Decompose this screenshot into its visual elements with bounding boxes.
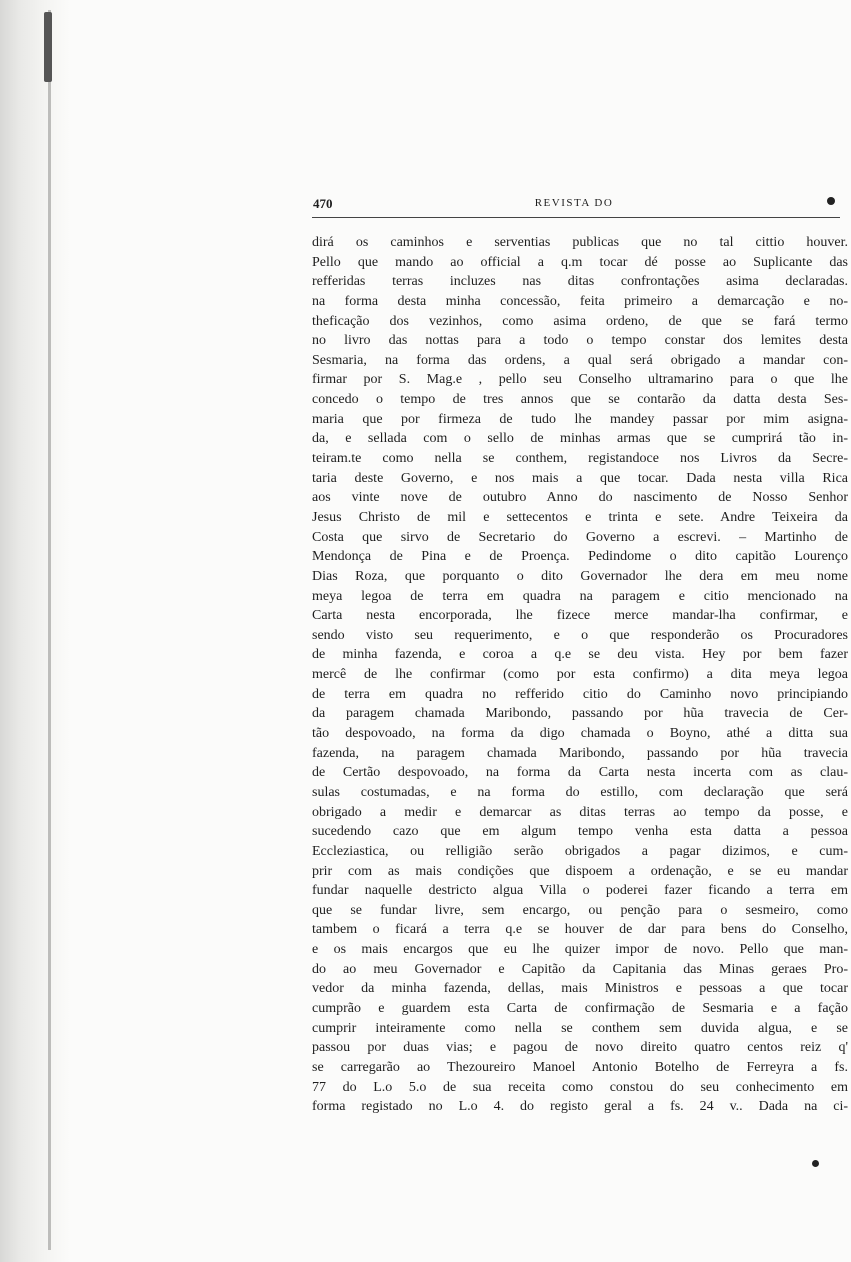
- text-line: tambem o ficará a terra q.e se houver de dar para bens do Conselho,: [312, 922, 848, 938]
- text-line: de terra em quadra no refferido citio do Caminho novo principiando: [312, 686, 848, 702]
- text-line: cumprão e guardem esta Carta de confirmação de Sesmaria e a fação: [312, 1000, 848, 1016]
- text-line: theficação dos vezinhos, como asima ordeno, de que se fará termo: [312, 313, 848, 329]
- page-number: 470: [313, 196, 333, 211]
- text-line: da paragem chamada Maribondo, passando por hũa travecia de Cer-: [312, 706, 848, 722]
- text-line: mercê de lhe confirmar (como por esta confirmo) a dita meya legoa: [312, 667, 848, 683]
- text-line: Dias Roza, que porquanto o dito Governador lhe dera em meu nome: [312, 568, 848, 584]
- text-line: fazenda, na paragem chamada Maribondo, passando por hũa travecia: [312, 745, 848, 761]
- text-line: dirá os caminhos e serventias publicas que no tal cittio houver.: [312, 235, 848, 250]
- text-line: Sesmaria, na forma das ordens, a qual será obrigado a mandar con-: [312, 352, 848, 368]
- text-line: passou por duas vias; e pagou de novo direito quatro centos reiz q': [312, 1040, 848, 1056]
- text-line: Jesus Christo de mil e settecentos e trinta e sete. Andre Teixeira da: [312, 509, 848, 525]
- text-line: maria que por firmeza de tudo lhe mandey passar por mim asigna-: [312, 411, 848, 427]
- body-text: [312, 233, 848, 1117]
- text-line: teiram.te como nella se conthem, registandoce nos Livros da Secre-: [312, 451, 848, 467]
- text-line: concedo o tempo de tres annos que se contarão da datta desta Ses-: [312, 392, 848, 408]
- text-line: que se fundar livre, sem encargo, ou penção para o sesmeiro, como: [312, 902, 848, 918]
- header-rule: [312, 217, 840, 218]
- text-line: 77 do L.o 5.o de sua receita como constou do seu conhecimento em: [312, 1079, 848, 1095]
- text-line: meya legoa de terra em quadra na paragem e citio mencionado na: [312, 588, 848, 604]
- text-line: na forma desta minha concessão, feita primeiro a demarcação e no-: [312, 293, 848, 309]
- text-line: tão despovoado, na forma da digo chamada o Boyno, athé a ditta sua: [312, 726, 848, 742]
- text-line: no livro das nottas para a todo o tempo constar dos lemites desta: [312, 333, 848, 349]
- binding-mark: [44, 12, 52, 82]
- text-line: cumprir inteiramente como nella se conthem sem duvida algua, e se: [312, 1020, 848, 1036]
- text-line: sendo visto seu requerimento, e o que responderão os Procuradores: [312, 627, 848, 643]
- text-line: obrigado a medir e demarcar as ditas terras ao tempo da posse, e: [312, 804, 848, 820]
- text-line: Pello que mando ao official a q.m tocar dé posse ao Suplicante das: [312, 254, 848, 270]
- text-line: se carregarão ao Thezoureiro Manoel Antonio Botelho de Ferreyra a fs.: [312, 1059, 848, 1075]
- text-line: vedor da minha fazenda, dellas, mais Ministros e pessoas a que tocar: [312, 981, 848, 997]
- page-binding-shadow: [0, 0, 70, 1262]
- text-line: fundar naquelle destricto algua Villa o poderei fazer ficando a terra em: [312, 883, 848, 899]
- text-line: sucedendo cazo que em algum tempo venha esta datta a pessoa: [312, 824, 848, 840]
- text-line: e os mais encargos que eu lhe quizer impor de novo. Pello que man-: [312, 942, 848, 958]
- text-line: Costa que sirvo de Secretario do Governo a escrevi. – Martinho de: [312, 529, 848, 545]
- text-line: Carta nesta encorporada, lhe fizece merce mandar-lha confirmar, e: [312, 608, 848, 624]
- running-title: REVISTA DO: [534, 197, 614, 209]
- binding-edge: [48, 10, 51, 1250]
- text-line: Mendonça de Pina e de Proença. Pedindome o dito capitão Lourenço: [312, 549, 848, 565]
- text-line: do ao meu Governador e Capitão da Capitania das Minas geraes Pro-: [312, 961, 848, 977]
- header-ornament-icon: [827, 197, 835, 205]
- text-line: da, e sellada com o sello de minhas armas que se cumprirá tão in-: [312, 431, 848, 447]
- text-line: refferidas terras incluzes nas ditas confrontações asima declaradas.: [312, 274, 848, 290]
- text-line: sulas costumadas, e na forma do estillo, com declaração que será: [312, 784, 848, 800]
- text-line: Eccleziastica, ou relligião serão obrigados a pagar dizimos, e cum-: [312, 843, 848, 859]
- text-line: taria deste Governo, e nos mais a que tocar. Dada nesta villa Rica: [312, 470, 848, 486]
- footer-ornament-icon: [812, 1160, 819, 1167]
- text-line: firmar por S. Mag.e , pello seu Conselho ultramarino para o que lhe: [312, 372, 848, 388]
- text-line: aos vinte nove de outubro Anno do nascimento de Nosso Senhor: [312, 490, 848, 506]
- text-line: de Certão despovoado, na forma da Carta nesta incerta com as clau-: [312, 765, 848, 781]
- text-line: forma registado no L.o 4. do registo geral a fs. 24 v.. Dada na ci-: [312, 1099, 848, 1115]
- page-header: [313, 196, 835, 216]
- text-line: prir com as mais condições que dispoem a ordenação, e se eu mandar: [312, 863, 848, 879]
- text-line: de minha fazenda, e coroa a q.e se deu vista. Hey por bem fazer: [312, 647, 848, 663]
